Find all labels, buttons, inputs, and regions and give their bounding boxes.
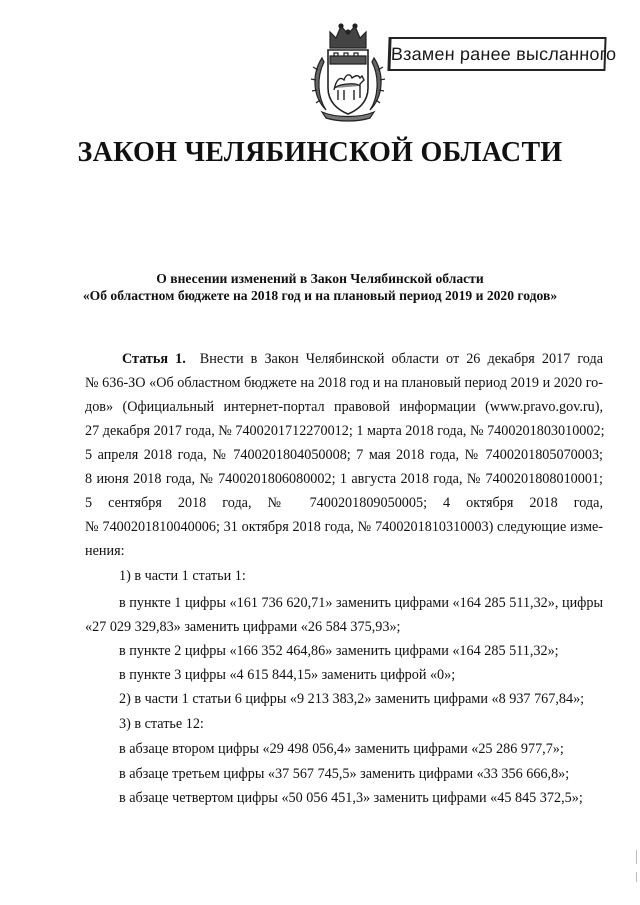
- law-title: ЗАКОН ЧЕЛЯБИНСКОЙ ОБЛАСТИ: [77, 137, 563, 168]
- article-1-text: Внести в Закон Челябинской области от 26 декабря 2017 года: [199, 351, 603, 367]
- list-item-2: 2) в части 1 статьи 6 цифры «9 213 383,2» заменить цифрами «8 937 767,84»;: [119, 691, 585, 707]
- article-1-line-5: 5 апреля 2018 года, № 7400201804050008; 7 мая 2018 года, № 7400201805070003;: [85, 447, 603, 463]
- list-item-1a-line-1: в пункте 1 цифры «161 736 620,71» заменить цифрами «164 285 511,32», цифры: [119, 595, 603, 611]
- list-item-3c: в абзаце четвертом цифры «50 056 451,3» заменить цифрами «45 845 372,5»;: [119, 790, 583, 806]
- article-1-line-9: нения:: [85, 543, 125, 559]
- article-1-line-3: дов» (Официальный интернет-портал правовой информации (www.pravo.gov.ru),: [85, 399, 603, 415]
- article-1-line-2: № 636-ЗО «Об областном бюджете на 2018 год и на плановый период 2019 и 2020 го-: [85, 375, 603, 391]
- list-item-1b: в пункте 2 цифры «166 352 464,86» заменить цифрами «164 285 511,32»;: [119, 643, 559, 659]
- coat-of-arms-icon: [308, 18, 388, 122]
- list-item-1c: в пункте 3 цифры «4 615 844,15» заменить цифрой «0»;: [119, 667, 456, 683]
- list-item-1: 1) в части 1 статьи 1:: [119, 568, 246, 584]
- article-1-line-1: [122, 350, 603, 368]
- scan-artifact: [636, 850, 637, 864]
- list-item-3: 3) в статье 12:: [119, 716, 204, 732]
- article-label: Статья 1.: [122, 351, 186, 367]
- list-item-1a-line-2: «27 029 329,83» заменить цифрами «26 584 375,93»;: [85, 619, 401, 635]
- article-1-line-6: 8 июня 2018 года, № 7400201806080002; 1 августа 2018 года, № 7400201808010001;: [85, 471, 603, 487]
- article-1-line-8: № 7400201810040006; 31 октября 2018 года, № 7400201810310003) следующие изме-: [85, 519, 603, 535]
- article-1-line-7: 5 сентября 2018 года, № 7400201809050005; 4 октября 2018 года,: [85, 495, 603, 511]
- replacement-stamp: Взамен ранее высланного: [387, 37, 606, 71]
- law-subtitle-line-1: О внесении изменений в Закон Челябинской области: [156, 271, 484, 286]
- article-1-line-4: 27 декабря 2017 года, № 7400201712270012; 1 марта 2018 года, № 7400201803010002;: [85, 423, 605, 439]
- law-subtitle-line-2: «Об областном бюджете на 2018 год и на плановый период 2019 и 2020 годов»: [82, 288, 558, 303]
- scan-artifact: [636, 872, 637, 882]
- list-item-3a: в абзаце втором цифры «29 498 056,4» заменить цифрами «25 286 977,7»;: [119, 741, 564, 757]
- list-item-3b: в абзаце третьем цифры «37 567 745,5» заменить цифрами «33 356 666,8»;: [119, 766, 570, 782]
